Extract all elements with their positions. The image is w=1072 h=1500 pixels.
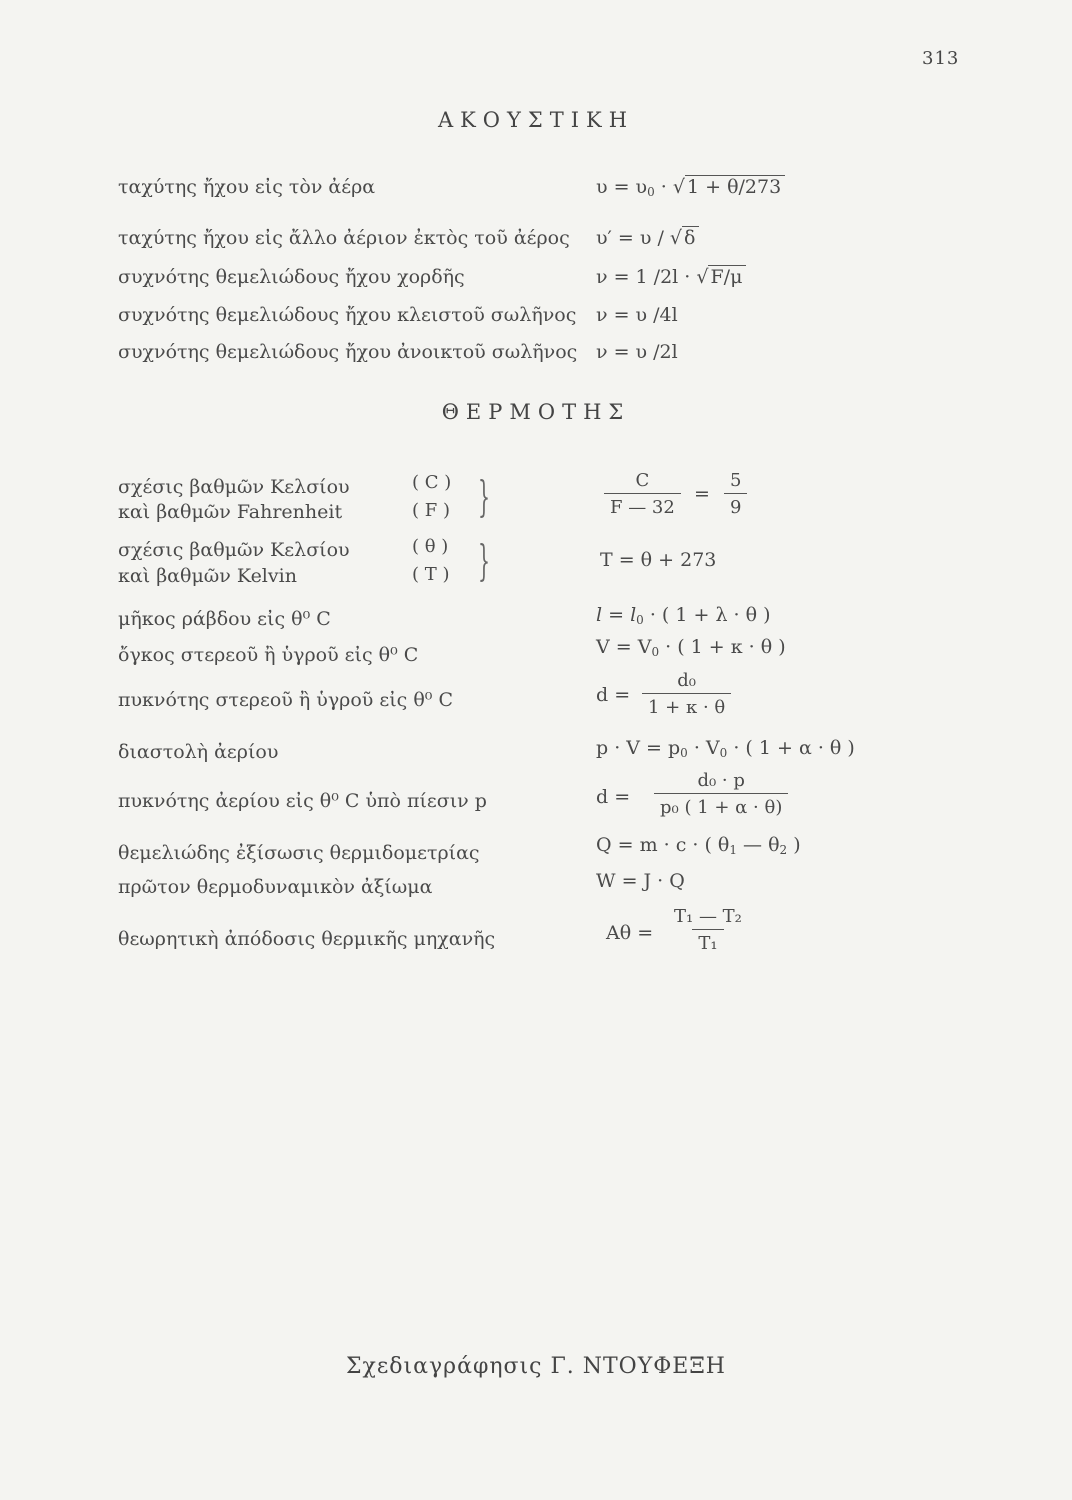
thermo-label-length: μῆκος ράβδου εἰς θ⁰ C <box>118 608 331 630</box>
credit-line: Σχεδιαγράφησις Γ. ΝΤΟΥΦΕΞΗ <box>346 1354 726 1379</box>
acoustics-formula-3: ν = 1 /2l · √ F/μ <box>596 266 746 288</box>
cf-denominator-right: 9 <box>724 493 747 518</box>
thermo-formula-gas-expansion: $p \cdot V = p_0 \cdot V_0$ · ( 1 + α · θ ) <box>596 737 855 760</box>
thermo-formula-first-law: W = J · Q <box>596 870 685 892</box>
cf-symbol-c: ( C ) <box>412 472 452 493</box>
thermo-label-calorimetry: θεμελιώδης ἐξίσωσις θερμιδομετρίας <box>118 842 480 864</box>
thermo-label-gas-density: πυκνότης ἀερίου εἰς θ⁰ C ὑπὸ πίεσιν p <box>118 790 487 812</box>
acoustics-formula-1: $\upsilon = \upsilon_0$ · √ 1 + θ/273 <box>596 176 785 199</box>
page-number: 313 <box>922 48 960 69</box>
thermo-density-solid-numerator: d₀ <box>677 670 696 691</box>
thermo-formula-calorimetry: Q = m · c · ( $\theta_1$ — $\theta_2$ ) <box>596 834 801 857</box>
ck-label-2: καὶ βαθμῶν Kelvin <box>118 565 297 587</box>
ck-symbol-theta: ( θ ) <box>412 536 449 557</box>
thermo-label-density-solid: πυκνότης στερεοῦ ἢ ὑγροῦ εἰς θ⁰ C <box>118 689 453 711</box>
thermo-label-first-law: πρῶτον θερμοδυναμικὸν ἀξίωμα <box>118 876 433 898</box>
thermo-gas-density-denominator: p₀ ( 1 + α · θ) <box>654 793 788 818</box>
thermo-efficiency-lhs: Aθ = <box>606 922 654 944</box>
cf-numerator-left: C <box>635 470 650 491</box>
ck-formula: T = θ + 273 <box>600 549 717 571</box>
cf-denominator-left: F — 32 <box>604 493 681 518</box>
thermo-efficiency-numerator: T₁ — T₂ <box>674 906 742 927</box>
thermo-efficiency-denominator: T₁ <box>692 929 723 954</box>
acoustics-label-2: ταχύτης ἤχου εἰς ἄλλο ἀέριον ἐκτὸς τοῦ ἀέρος <box>118 227 570 249</box>
cf-label-2: καὶ βαθμῶν Fahrenheit <box>118 501 343 523</box>
cf-fraction-left <box>604 470 681 518</box>
thermo-density-solid-fraction <box>642 670 731 718</box>
acoustics-formula-4: ν = υ /4l <box>596 304 678 326</box>
cf-brace: } <box>478 472 491 521</box>
thermo-gas-density-fraction <box>654 770 788 818</box>
thermo-formula-length: $l = l_0$ · ( 1 + λ · θ ) <box>596 604 771 627</box>
thermo-gas-density-lhs: d = <box>596 786 631 808</box>
acoustics-label-1: ταχύτης ἤχου εἰς τὸν ἀέρα <box>118 176 376 198</box>
cf-numerator-right: 5 <box>730 470 742 491</box>
thermo-formula-volume: $V = V_0$ · ( 1 + κ · θ ) <box>596 636 786 659</box>
thermo-density-solid-lhs: d = <box>596 684 631 706</box>
section-title-thermo: ΘΕΡΜΟΤΗΣ <box>441 400 631 424</box>
thermo-efficiency-fraction <box>670 906 746 954</box>
ck-label-1: σχέσις βαθμῶν Κελσίου <box>118 539 350 561</box>
acoustics-label-3: συχνότης θεμελιώδους ἤχου χορδῆς <box>118 266 465 288</box>
thermo-label-volume: ὄγκος στερεοῦ ἢ ὑγροῦ εἰς θ⁰ C <box>118 644 419 666</box>
thermo-label-gas-expansion: διαστολὴ ἀερίου <box>118 741 279 763</box>
ck-symbol-t: ( T ) <box>412 564 450 585</box>
acoustics-label-4: συχνότης θεμελιώδους ἤχου κλειστοῦ σωλῆνος <box>118 304 577 326</box>
section-title-acoustics: ΑΚΟΥΣΤΙΚΗ <box>437 108 635 132</box>
thermo-gas-density-numerator: d₀ · p <box>697 770 745 791</box>
thermo-label-efficiency: θεωρητικὴ ἀπόδοσις θερμικῆς μηχανῆς <box>118 928 496 950</box>
thermo-density-solid-denominator: 1 + κ · θ <box>642 693 731 718</box>
cf-equals: = <box>694 483 710 505</box>
acoustics-label-5: συχνότης θεμελιώδους ἤχου ἀνοικτοῦ σωλῆνος <box>118 341 578 363</box>
acoustics-formula-2: υ′ = υ / √ δ <box>596 227 699 249</box>
cf-label-1: σχέσις βαθμῶν Κελσίου <box>118 476 350 498</box>
cf-symbol-f: ( F ) <box>412 500 450 521</box>
ck-brace: } <box>478 536 491 585</box>
cf-fraction-right <box>724 470 747 518</box>
acoustics-formula-5: ν = υ /2l <box>596 341 678 363</box>
